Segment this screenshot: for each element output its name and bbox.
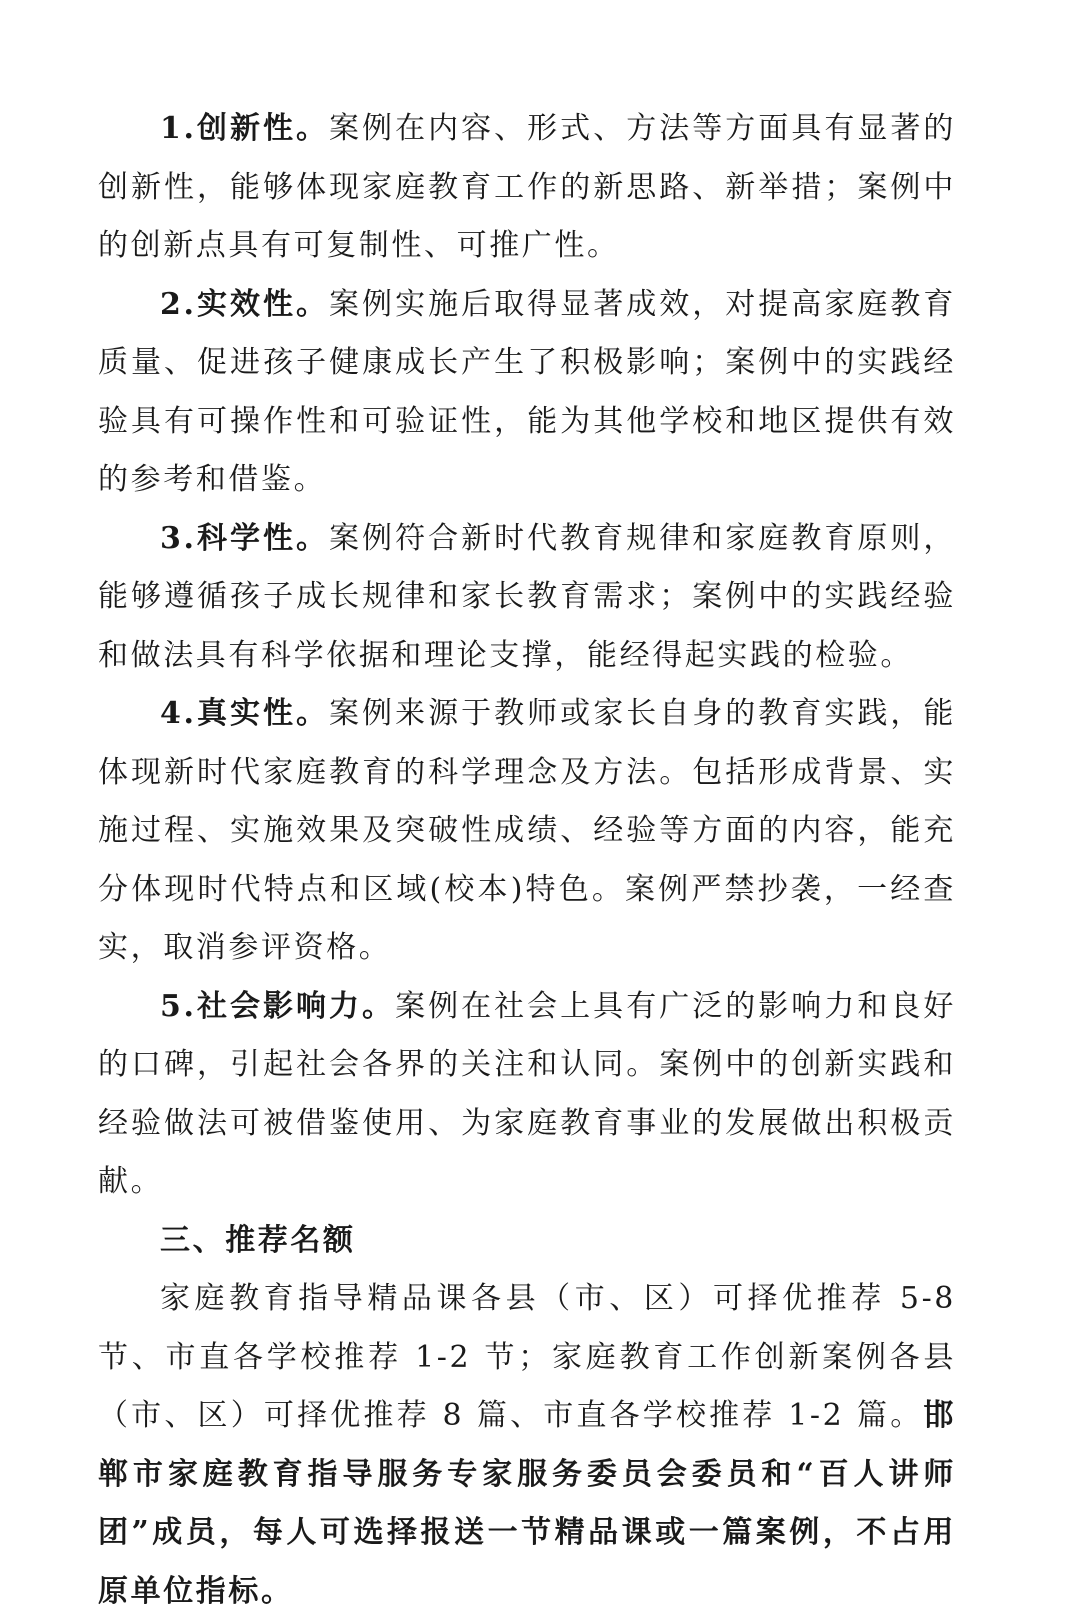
criterion-innovation: [98, 100, 956, 276]
criterion-text: 案例在内容、形式、方法等方面具有显著的创新性，能够体现家庭教育工作的新思路、新举措；案例中的创新点具有可复制性、可推广性。: [98, 111, 956, 263]
section-heading: 三、推荐名额: [160, 1222, 356, 1258]
criterion-title: 3.科学性。: [160, 520, 330, 556]
criterion-title: 2.实效性。: [160, 286, 330, 322]
criterion-text: 案例来源于教师或家长自身的教育实践，能体现新时代家庭教育的科学理念及方法。包括形成背景、实施过程、实施效果及突破性成绩、经验等方面的内容，能充分体现时代特点和区域(校本)特色。案例严禁抄袭，一经查实，取消参评资格。: [98, 696, 956, 965]
criterion-social-influence: [98, 978, 956, 1212]
criterion-title: 1.创新性。: [160, 111, 330, 146]
criterion-title: 4.真实性。: [160, 696, 330, 731]
quota-paragraph: [98, 1270, 956, 1621]
document-body: [98, 100, 956, 1621]
criterion-text: 案例实施后取得显著成效，对提高家庭教育质量、促进孩子健康成长产生了积极影响；案例中的实践经验具有可操作性和可验证性，能为其他学校和地区提供有效的参考和借鉴。: [98, 286, 956, 497]
criterion-text: 案例在社会上具有广泛的影响力和良好的口碑，引起社会各界的关注和认同。案例中的创新实践和经验做法可被借鉴使用、为家庭教育事业的发展做出积极贡献。: [98, 988, 956, 1199]
quota-bold-text: 邯郸市家庭教育指导服务专家服务委员会委员和“百人讲师团”成员，每人可选择报送一节精品课或一篇案例，不占用原单位指标。: [98, 1398, 956, 1609]
criterion-effectiveness: [98, 276, 956, 510]
criterion-title: 5.社会影响力。: [160, 988, 396, 1024]
criterion-scientific: [98, 510, 956, 686]
criterion-authenticity: [98, 685, 956, 978]
quota-text: 家庭教育指导精品课各县（市、区）可择优推荐 5-8 节、市直各学校推荐 1-2 节；家庭教育工作创新案例各县（市、区）可择优推荐 8 篇、市直各学校推荐 1-2 篇。: [98, 1281, 956, 1433]
criterion-text: 案例符合新时代教育规律和家庭教育原则，能够遵循孩子成长规律和家长教育需求；案例中的实践经验和做法具有科学依据和理论支撑，能经得起实践的检验。: [98, 520, 956, 673]
